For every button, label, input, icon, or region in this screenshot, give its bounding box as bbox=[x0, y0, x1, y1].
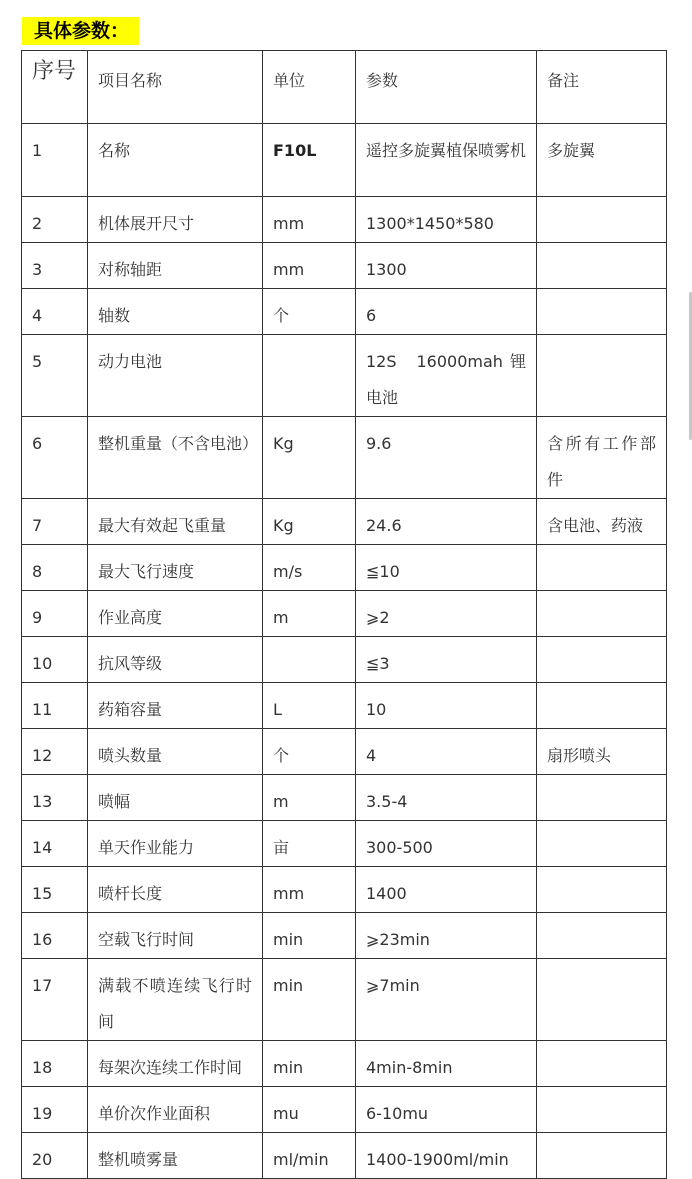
header-seq: 序号 bbox=[22, 51, 88, 124]
section-heading: 具体参数： bbox=[22, 17, 139, 45]
cell-param: 6 bbox=[356, 289, 537, 335]
table-row bbox=[22, 867, 667, 913]
cell-item-name: 单价次作业面积 bbox=[88, 1087, 263, 1133]
cell-item-name: 满载不喷连续飞行时间 bbox=[88, 959, 263, 1041]
cell-unit: F10L bbox=[263, 124, 356, 197]
cell-unit bbox=[263, 637, 356, 683]
cell-seq: 18 bbox=[22, 1041, 88, 1087]
cell-item-name: 最大有效起飞重量 bbox=[88, 499, 263, 545]
cell-remark bbox=[537, 591, 667, 637]
cell-unit: ml/min bbox=[263, 1133, 356, 1179]
cell-seq: 9 bbox=[22, 591, 88, 637]
table-header-row bbox=[22, 51, 667, 124]
cell-seq: 20 bbox=[22, 1133, 88, 1179]
cell-remark bbox=[537, 335, 667, 417]
cell-seq: 17 bbox=[22, 959, 88, 1041]
cell-remark bbox=[537, 959, 667, 1041]
cell-param: ⩾2 bbox=[356, 591, 537, 637]
table-row bbox=[22, 591, 667, 637]
cell-remark bbox=[537, 867, 667, 913]
cell-seq: 10 bbox=[22, 637, 88, 683]
cell-remark bbox=[537, 243, 667, 289]
cell-param: 9.6 bbox=[356, 417, 537, 499]
cell-item-name: 抗风等级 bbox=[88, 637, 263, 683]
cell-item-name: 喷头数量 bbox=[88, 729, 263, 775]
cell-unit: m bbox=[263, 591, 356, 637]
cell-seq: 16 bbox=[22, 913, 88, 959]
cell-param: 24.6 bbox=[356, 499, 537, 545]
cell-param: 4min-8min bbox=[356, 1041, 537, 1087]
cell-unit: mm bbox=[263, 867, 356, 913]
cell-unit: mm bbox=[263, 197, 356, 243]
cell-item-name: 最大飞行速度 bbox=[88, 545, 263, 591]
cell-unit: min bbox=[263, 959, 356, 1041]
table-row bbox=[22, 683, 667, 729]
table-row bbox=[22, 729, 667, 775]
cell-param: 10 bbox=[356, 683, 537, 729]
cell-unit: 个 bbox=[263, 289, 356, 335]
cell-unit: 个 bbox=[263, 729, 356, 775]
cell-item-name: 空载飞行时间 bbox=[88, 913, 263, 959]
table-row bbox=[22, 913, 667, 959]
cell-param: 4 bbox=[356, 729, 537, 775]
cell-unit: mu bbox=[263, 1087, 356, 1133]
cell-param: ≦3 bbox=[356, 637, 537, 683]
cell-seq: 11 bbox=[22, 683, 88, 729]
cell-remark bbox=[537, 821, 667, 867]
cell-remark bbox=[537, 289, 667, 335]
table-row bbox=[22, 775, 667, 821]
cell-seq: 3 bbox=[22, 243, 88, 289]
cell-item-name: 每架次连续工作时间 bbox=[88, 1041, 263, 1087]
table-row bbox=[22, 124, 667, 197]
cell-remark bbox=[537, 197, 667, 243]
cell-unit: L bbox=[263, 683, 356, 729]
cell-param: ⩾23min bbox=[356, 913, 537, 959]
table-row bbox=[22, 545, 667, 591]
cell-param: 1300 bbox=[356, 243, 537, 289]
cell-unit: m/s bbox=[263, 545, 356, 591]
cell-param: ⩾7min bbox=[356, 959, 537, 1041]
cell-remark: 扇形喷头 bbox=[537, 729, 667, 775]
cell-item-name: 轴数 bbox=[88, 289, 263, 335]
cell-unit: m bbox=[263, 775, 356, 821]
cell-item-name: 整机喷雾量 bbox=[88, 1133, 263, 1179]
cell-remark bbox=[537, 637, 667, 683]
table-row bbox=[22, 417, 667, 499]
cell-item-name: 药箱容量 bbox=[88, 683, 263, 729]
cell-remark bbox=[537, 545, 667, 591]
cell-item-name: 对称轴距 bbox=[88, 243, 263, 289]
header-unit: 单位 bbox=[263, 51, 356, 124]
header-item-name: 项目名称 bbox=[88, 51, 263, 124]
table-row bbox=[22, 637, 667, 683]
header-param: 参数 bbox=[356, 51, 537, 124]
table-row bbox=[22, 335, 667, 417]
spec-table bbox=[21, 50, 667, 1179]
cell-item-name: 单天作业能力 bbox=[88, 821, 263, 867]
table-row bbox=[22, 197, 667, 243]
cell-unit: mm bbox=[263, 243, 356, 289]
cell-param: 1400-1900ml/min bbox=[356, 1133, 537, 1179]
table-row bbox=[22, 1041, 667, 1087]
header-remark: 备注 bbox=[537, 51, 667, 124]
cell-remark: 含所有工作部件 bbox=[537, 417, 667, 499]
cell-seq: 8 bbox=[22, 545, 88, 591]
cell-unit: Kg bbox=[263, 417, 356, 499]
cell-seq: 15 bbox=[22, 867, 88, 913]
cell-item-name: 名称 bbox=[88, 124, 263, 197]
cell-unit: 亩 bbox=[263, 821, 356, 867]
cell-item-name: 喷幅 bbox=[88, 775, 263, 821]
table-row bbox=[22, 821, 667, 867]
cell-remark: 多旋翼 bbox=[537, 124, 667, 197]
cell-item-name: 作业高度 bbox=[88, 591, 263, 637]
cell-remark bbox=[537, 1041, 667, 1087]
table-row bbox=[22, 1087, 667, 1133]
table-row bbox=[22, 243, 667, 289]
table-row bbox=[22, 1133, 667, 1179]
table-row bbox=[22, 289, 667, 335]
cell-item-name: 动力电池 bbox=[88, 335, 263, 417]
table-row bbox=[22, 499, 667, 545]
cell-remark bbox=[537, 1133, 667, 1179]
cell-param: 遥控多旋翼植保喷雾机 bbox=[356, 124, 537, 197]
spec-table-body bbox=[22, 51, 667, 1179]
cell-seq: 14 bbox=[22, 821, 88, 867]
cell-param: ≦10 bbox=[356, 545, 537, 591]
cell-param: 1400 bbox=[356, 867, 537, 913]
cell-seq: 5 bbox=[22, 335, 88, 417]
table-row bbox=[22, 959, 667, 1041]
cell-seq: 7 bbox=[22, 499, 88, 545]
cell-remark bbox=[537, 775, 667, 821]
cell-param: 300-500 bbox=[356, 821, 537, 867]
cell-param: 12S 16000mah 锂电池 bbox=[356, 335, 537, 417]
cell-seq: 12 bbox=[22, 729, 88, 775]
cell-param: 1300*1450*580 bbox=[356, 197, 537, 243]
cell-remark bbox=[537, 1087, 667, 1133]
cell-seq: 13 bbox=[22, 775, 88, 821]
cell-unit: min bbox=[263, 1041, 356, 1087]
cell-item-name: 整机重量（不含电池） bbox=[88, 417, 263, 499]
cell-unit bbox=[263, 335, 356, 417]
cell-seq: 19 bbox=[22, 1087, 88, 1133]
cell-item-name: 机体展开尺寸 bbox=[88, 197, 263, 243]
cell-param: 6-10mu bbox=[356, 1087, 537, 1133]
cell-unit: Kg bbox=[263, 499, 356, 545]
cell-seq: 4 bbox=[22, 289, 88, 335]
cell-param: 3.5-4 bbox=[356, 775, 537, 821]
cell-seq: 1 bbox=[22, 124, 88, 197]
cell-seq: 2 bbox=[22, 197, 88, 243]
cell-remark: 含电池、药液 bbox=[537, 499, 667, 545]
cell-unit: min bbox=[263, 913, 356, 959]
cell-remark bbox=[537, 683, 667, 729]
cell-item-name: 喷杆长度 bbox=[88, 867, 263, 913]
cell-seq: 6 bbox=[22, 417, 88, 499]
cell-remark bbox=[537, 913, 667, 959]
